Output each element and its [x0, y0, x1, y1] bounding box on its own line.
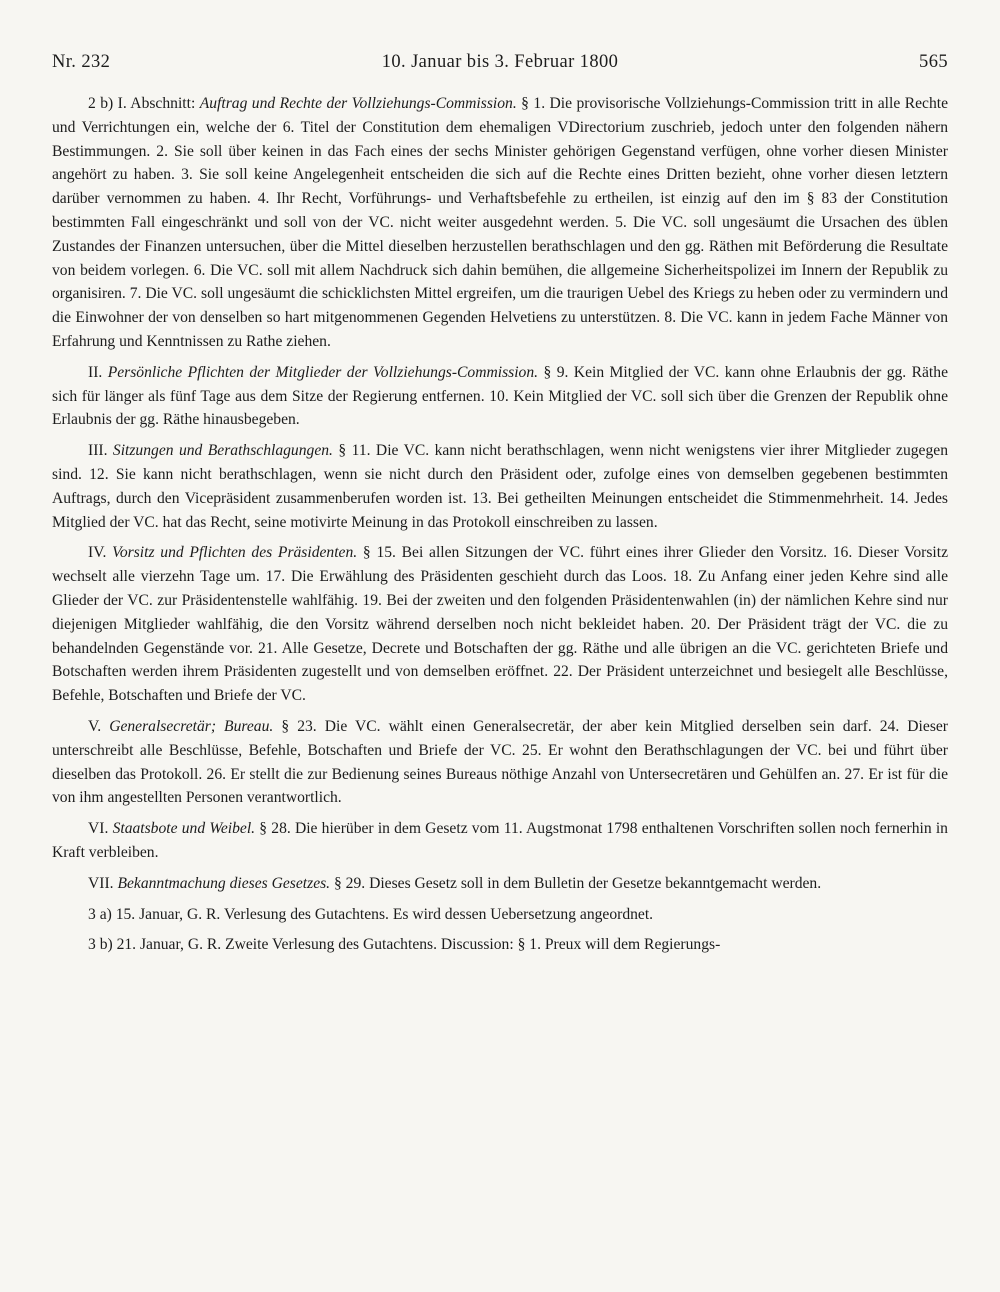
- section-4-paragraph: [52, 541, 948, 708]
- section-heading: Vorsitz und Pflichten des Präsidenten.: [112, 544, 358, 562]
- section-body: § 15. Bei allen Sitzungen der VC. führt eines ihrer Glieder den Vorsitz. 16. Dieser Vorsitz wechselt alle vierzehn Tage um. 17. Die Erwählung des Präsidenten geschieht durch das Loos. 18. Zu Anfang einer jeden Kehre sind alle Glieder der VC. zur Präsidentenstelle wahlfähig. 19. Bei der zweiten und den folgenden Präsidentenwahlen (in) der nämlichen Kehre sind nur diejenigen Mitglieder wahlfähig, die den Vorsitz während derselben noch nicht bekleidet haben. 20. Der Präsident trägt der VC. die zu behandelnden Gegenstände vor. 21. Alle Gesetze, Decrete und Botschaften der gg. Räthe und alle übrigen an die VC. gerichteten Briefe und Botschaften werden ihrem Präsidenten zugestellt und von demselben eröffnet. 22. Der Präsident unterzeichnet und besiegelt alle Beschlüsse, Befehle, Botschaften und Briefe der VC.: [52, 544, 949, 705]
- section-label: V.: [88, 717, 110, 735]
- section-heading: Bekanntmachung dieses Gesetzes.: [117, 874, 331, 892]
- section-2-paragraph: [52, 361, 948, 432]
- section-5-paragraph: [52, 715, 948, 810]
- section-body: § 9. Kein Mitglied der VC. kann ohne Erlaubnis der gg. Räthe sich für länger als fünf Tage aus dem Sitze der Regierung entfernen. 10. Kein Mitglied der VC. soll sich über die Grenzen der Republik ohne Erlaubnis der gg. Räthe hinausbegeben.: [52, 363, 948, 429]
- section-1-paragraph: [52, 92, 948, 354]
- section-body: § 11. Die VC. kann nicht berathschlagen, wenn nicht wenigstens vier ihrer Mitglieder zugegen sind. 12. Sie kann nicht berathschlagen, wenn sie nicht durch den Präsident oder, zufolge eines von demselben gegebenen bestimmten Auftrags, durch den Vicepräsident zusammenberufen worden ist. 13. Bei getheilten Meinungen entscheidet die Stimmenmehrheit. 14. Jedes Mitglied der VC. hat das Recht, seine motivirte Meinung in das Protokoll einschreiben zu lassen.: [52, 442, 948, 531]
- section-heading: Auftrag und Rechte der Vollziehungs-Commission.: [199, 95, 517, 112]
- section-label: III.: [88, 442, 113, 460]
- section-3-paragraph: [52, 439, 948, 534]
- proceedings-text: 3 a) 15. Januar, G. R. Verlesung des Gutachtens. Es wird dessen Uebersetzung angeordnet.: [88, 905, 654, 923]
- section-heading: Generalsecretär; Bureau.: [109, 717, 274, 735]
- section-label: VI.: [88, 820, 113, 838]
- section-label: VII.: [88, 874, 118, 892]
- section-6-paragraph: [52, 817, 948, 865]
- section-heading: Staatsbote und Weibel.: [112, 820, 256, 838]
- section-heading: Persönliche Pflichten der Mitglieder der Vollziehungs-Commission.: [107, 363, 539, 381]
- section-body: § 1. Die provisorische Vollziehungs-Commission tritt in alle Rechte und Verrichtungen ein, welche der 6. Titel der Constitution dem ehemaligen VDirectorium zuschrieb, jedoch unter den folgenden nähern Bestimmungen. 2. Sie soll über keinen in das Fach eines der sechs Minister gehörigen Gegenstand verfügen, ohne vorher diesen Minister angehört zu haben. 3. Sie soll keine Angelegenheit entscheiden die sich auf die Rechte eines Dritten bezieht, ohne vorher diesen letztern darüber vernommen zu haben. 4. Ihr Recht, Vorführungs- und Verhaftsbefehle zu ertheilen, ist einzig auf den im § 83 der Constitution bestimmten Fall eingeschränkt und soll von der VC. nicht weiter ausgedehnt werden. 5. Die VC. soll ungesäumt die Ursachen des üblen Zustandes der Finanzen untersuchen, über die Mittel dieselben herzustellen berathschlagen und den gg. Räthen mit Beförderung die Resultate von beidem vorlegen. 6. Die VC. soll mit allem Nachdruck sich dahin bemühen, die allgemeine Sicherheitspolizei im Innern der Republik zu organisiren. 7. Die VC. soll ungesäumt die schicklichsten Mittel ergreifen, um die traurigen Uebel des Kriegs zu heben oder zu vermindern und die Einwohner der von denselben so hart mitgenommenen Gegenden Helvetiens zu unterstützen. 8. Die VC. kann in jedem Fache Männer von Erfahrung und Kenntnissen zu Rathe ziehen.: [52, 95, 948, 350]
- running-header: [52, 52, 948, 92]
- proceedings-3b-paragraph: [52, 933, 948, 957]
- page-number: 565: [919, 52, 948, 72]
- proceedings-3a-paragraph: [52, 903, 948, 927]
- section-7-paragraph: [52, 872, 948, 896]
- section-body: § 29. Dieses Gesetz soll in dem Bulletin der Gesetze bekanntgemacht werden.: [330, 874, 822, 892]
- proceedings-text: 3 b) 21. Januar, G. R. Zweite Verlesung des Gutachtens. Discussion: § 1. Preux will dem Regierungs-: [88, 936, 721, 954]
- date-range: 10. Januar bis 3. Februar 1800: [381, 52, 619, 72]
- section-label: 2 b) I. Abschnitt:: [88, 95, 200, 112]
- document-number: Nr. 232: [52, 52, 111, 72]
- section-heading: Sitzungen und Berathschlagungen.: [112, 442, 333, 460]
- section-label: IV.: [88, 544, 113, 562]
- section-body: § 28. Die hierüber in dem Gesetz vom 11. Augstmonat 1798 enthaltenen Vorschriften sollen noch fernerhin in Kraft verbleiben.: [52, 820, 948, 861]
- section-body: § 23. Die VC. wählt einen Generalsecretär, der aber kein Mitglied derselben sein darf. 24. Dieser unterschreibt alle Beschlüsse, Befehle, Botschaften und Briefe der VC. 25. Er wohnt den Berathschlagungen der VC. bei und führt über dieselben das Protokoll. 26. Er stellt die zur Bedienung seines Bureaus nöthige Anzahl von Untersecretären und Gehülfen an. 27. Er ist für die von ihm angestellten Personen verantwortlich.: [52, 717, 948, 807]
- section-label: II.: [88, 363, 108, 381]
